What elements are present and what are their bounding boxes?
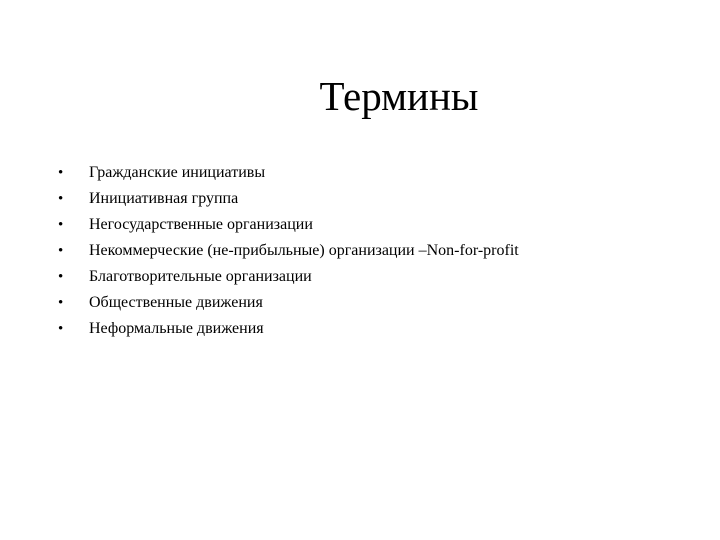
list-item [58, 264, 678, 290]
list-item-text: Гражданские инициативы [89, 164, 266, 181]
list-item [58, 316, 678, 342]
bullet-icon: • [58, 165, 64, 181]
list-item-text: Некоммерческие (не-прибыльные) организации –Non-for-profit [89, 242, 519, 259]
bullet-icon: • [58, 217, 64, 233]
terms-bullet-list [58, 160, 678, 342]
list-item-text: Инициативная группа [89, 190, 239, 207]
list-item-text: Благотворительные организации [89, 268, 312, 285]
list-item-text: Негосударственные организации [89, 216, 313, 233]
bullet-icon: • [58, 191, 64, 207]
list-item [58, 160, 678, 186]
list-item [58, 238, 678, 264]
bullet-icon: • [58, 321, 64, 337]
bullet-icon: • [58, 295, 64, 311]
list-item [58, 186, 678, 212]
list-item-text: Неформальные движения [89, 320, 264, 337]
slide-title: Термины [319, 73, 479, 119]
list-item [58, 290, 678, 316]
bullet-icon: • [58, 243, 64, 259]
list-item-text: Общественные движения [89, 294, 263, 311]
list-item [58, 212, 678, 238]
bullet-icon: • [58, 269, 64, 285]
